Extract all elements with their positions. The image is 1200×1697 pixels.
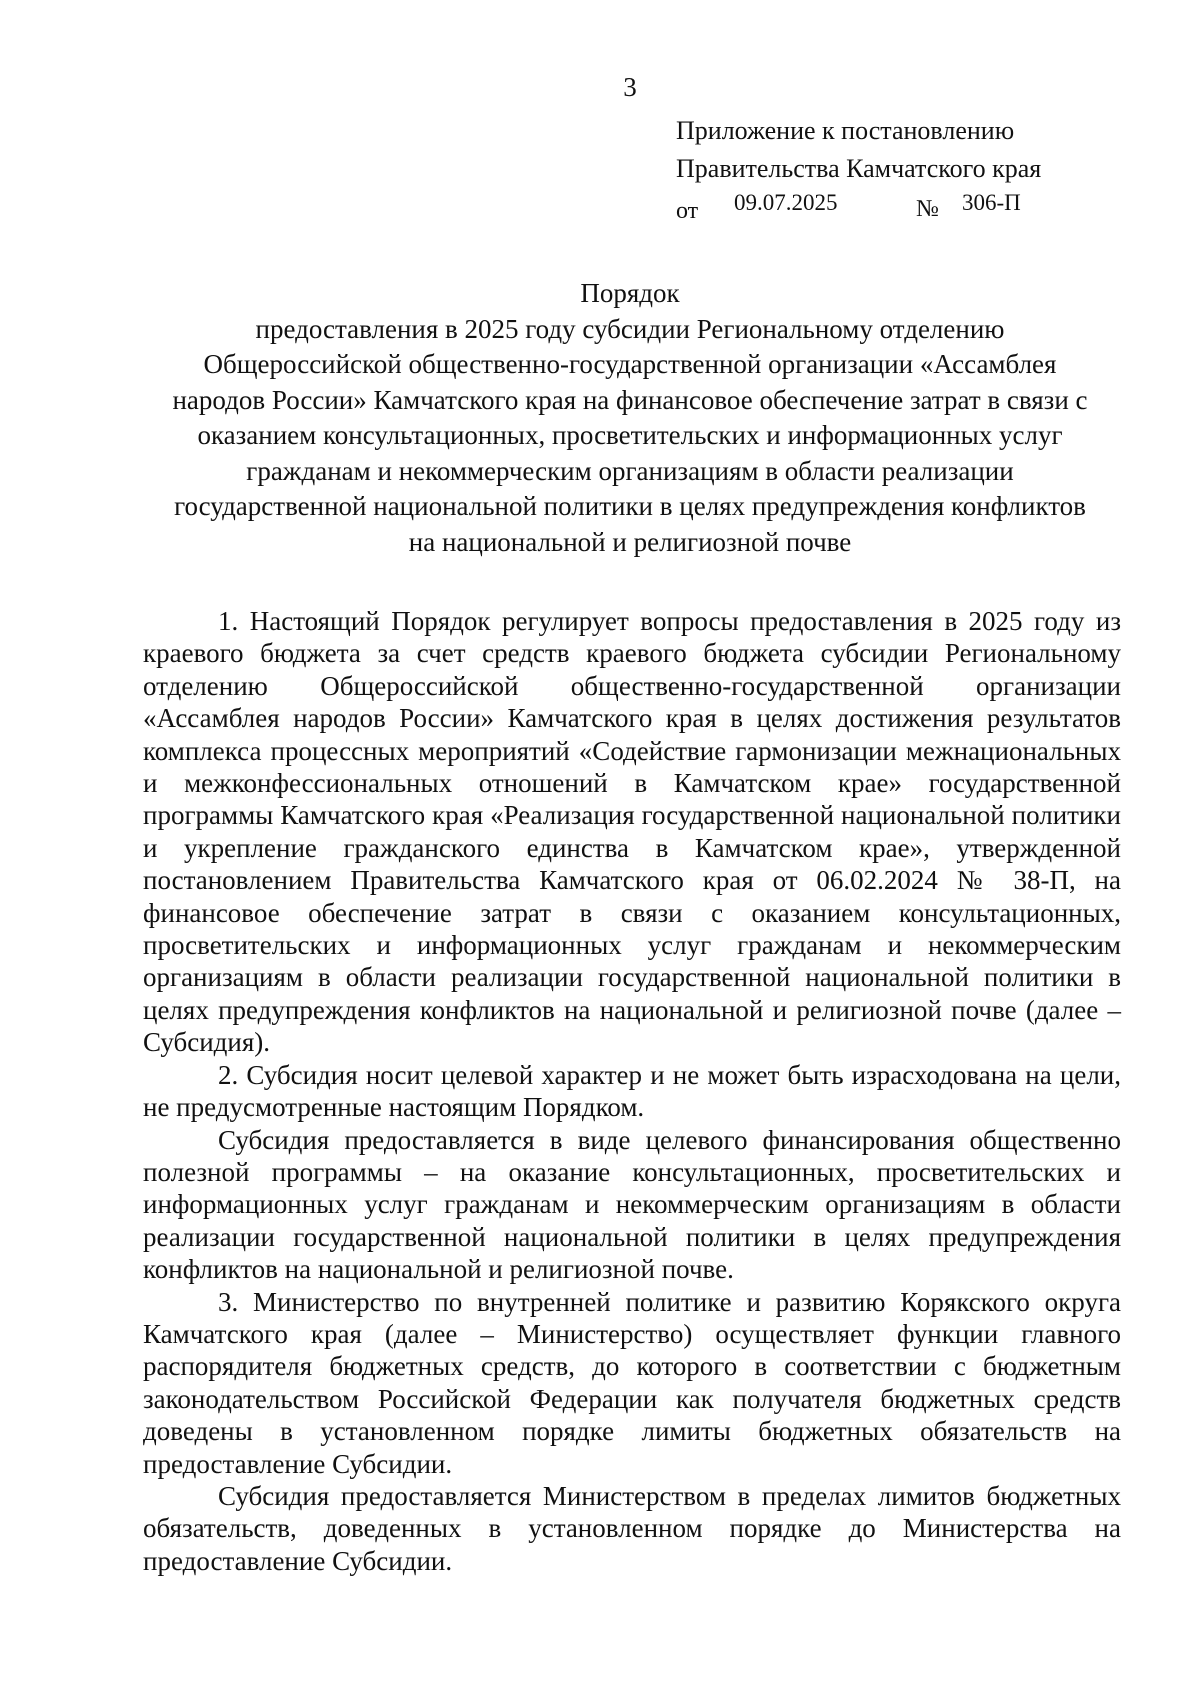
ot-label: от bbox=[676, 198, 699, 224]
paragraph-2: 2. Субсидия носит целевой характер и не может быть израсходована на цели, не предусмотренные настоящим Порядком. bbox=[143, 1059, 1121, 1123]
resolution-reference bbox=[676, 188, 1041, 226]
appendix-header bbox=[676, 112, 1041, 226]
number-sign: № bbox=[916, 196, 939, 222]
title-line: народов России» Камчатского края на финансовое обеспечение затрат в связи с bbox=[172, 384, 1088, 415]
document-title bbox=[130, 276, 1130, 560]
page-number: 3 bbox=[623, 72, 637, 102]
title-line: предоставления в 2025 году субсидии Региональному отделению bbox=[255, 313, 1005, 344]
title-line: гражданам и некоммерческим организациям в области реализации bbox=[246, 455, 1014, 486]
title-line: на национальной и религиозной почве bbox=[408, 526, 852, 557]
title-line: государственной национальной политики в целях предупреждения конфликтов bbox=[174, 491, 1086, 521]
resolution-number: 306-П bbox=[962, 190, 1021, 215]
appendix-line-2: Правительства Камчатского края bbox=[676, 154, 1042, 183]
paragraph-3-continued: Субсидия предоставляется Министерством в пределах лимитов бюджетных обязательств, доведенных в установленном порядке до Министерства на предоставление Субсидии. bbox=[143, 1480, 1121, 1576]
document-body bbox=[143, 605, 1121, 1577]
paragraph-3: 3. Министерство по внутренней политике и развитию Корякского округа Камчатского края (далее – Министерство) осуществляет функции главного распорядителя бюджетных средств, до которого в соответствии с бюджетным законодательством Российской Федерации как получателя бюджетных средств доведены в установленном порядке лимиты бюджетных обязательств на предоставление Субсидии. bbox=[143, 1286, 1121, 1479]
title-line: оказанием консультационных, просветительских и информационных услуг bbox=[197, 420, 1063, 450]
title-line: Общероссийской общественно-государственной организации «Ассамблея bbox=[203, 349, 1057, 379]
paragraph-1: 1. Настоящий Порядок регулирует вопросы предоставления в 2025 году из краевого бюджета за счет средств краевого бюджета субсидии Региональному отделению Общероссийской общественно-государственной организации «Ассамблея народов России» Камчатского края в целях достижения результатов комплекса процессных мероприятий «Содействие гармонизации межнациональных и межконфессиональных отношений в Камчатском крае» государственной программы Камчатского края «Реализация государственной национальной политики и укрепление гражданского единства в Камчатском крае», утвержденной постановлением Правительства Камчатского края от 06.02.2024 № 38-П, на финансовое обеспечение затрат в связи с оказанием консультационных, просветительских и информационных услуг гражданам и некоммерческим организациям в области реализации государственной национальной политики в целях предупреждения конфликтов на национальной и религиозной почве (далее – Субсидия). bbox=[143, 606, 1121, 1058]
appendix-line-1: Приложение к постановлению bbox=[676, 116, 1015, 145]
title-heading: Порядок bbox=[580, 278, 680, 308]
resolution-date: 09.07.2025 bbox=[734, 190, 838, 215]
paragraph-2-continued: Субсидия предоставляется в виде целевого финансирования общественно полезной программы – на оказание консультационных, просветительских и информационных услуг гражданам и некоммерческим организациям в области реализации государственной национальной политики в целях предупреждения конфликтов на национальной и религиозной почве. bbox=[143, 1124, 1121, 1285]
